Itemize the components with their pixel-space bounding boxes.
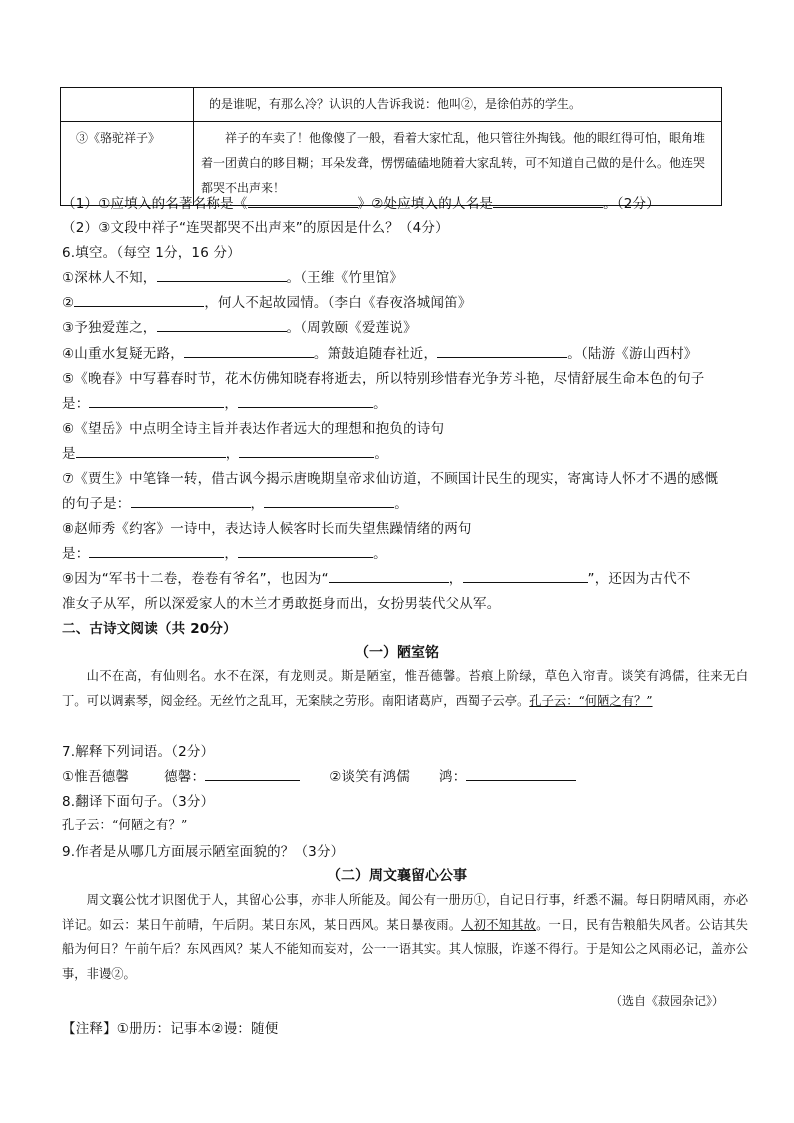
q8-sentence: 孔子云：“何陋之有？” xyxy=(62,818,188,832)
table-row xyxy=(61,88,722,122)
answer-blank[interactable] xyxy=(131,493,251,508)
q6-line9-cont: 准女子从军，所以深爱家人的木兰才勇敢挺身而出，女扮男装代父从军。 xyxy=(62,596,501,612)
answer-blank[interactable] xyxy=(89,543,224,558)
passage-title: （二）周文襄留心公事 xyxy=(327,868,467,884)
annotation-note: 【注释】①册历：记事本②谩：随便 xyxy=(62,1021,279,1037)
answer-blank[interactable] xyxy=(463,568,588,583)
answer-blank[interactable] xyxy=(238,543,373,558)
answer-blank[interactable] xyxy=(239,443,374,458)
q5-part2: （2）③文段中祥子“连哭都哭不出声来”的原因是什么？（4分） xyxy=(62,220,449,236)
answer-blank[interactable] xyxy=(264,493,394,508)
table-cell-empty xyxy=(61,88,194,122)
answer-blank[interactable] xyxy=(493,193,603,208)
table-cell-title: ③《骆驼祥子》 xyxy=(61,122,194,206)
answer-blank[interactable] xyxy=(248,193,358,208)
table-cell: 的是谁呢，有那么冷？认识的人告诉我说：他叫②，是徐伯苏的学生。 xyxy=(194,88,722,122)
q6-line2: ② ，何人不起故园情。（李白《春夜洛城闻笛》 xyxy=(62,291,472,311)
q6-line6: ⑥《望岳》中点明全诗主旨并表达作者远大的理想和抱负的诗句 xyxy=(62,421,445,437)
answer-blank[interactable] xyxy=(76,443,226,458)
section-title: 二、古诗文阅读（共 20分） xyxy=(62,621,237,637)
q6-title: 6.填空。（每空 1分，16 分） xyxy=(62,245,241,261)
q6-line4: ④山重水复疑无路， 。箫鼓追随春社近， 。（陆游《游山西村》 xyxy=(62,342,697,362)
answer-blank[interactable] xyxy=(157,317,287,332)
q6-line5: ⑤《晚春》中写暮春时节，花木仿佛知晓春将逝去，所以特别珍惜春光争芳斗艳，尽情舒展生命本色的句子 xyxy=(62,371,705,387)
q6-line1: ①深林人不知， 。（王维《竹里馆》 xyxy=(62,266,403,286)
answer-blank[interactable] xyxy=(157,267,287,282)
q6-line5-blanks: 是： ， 。 xyxy=(62,392,387,412)
answer-blank[interactable] xyxy=(205,766,300,781)
answer-blank[interactable] xyxy=(184,343,314,358)
q6-line6-blanks: 是 ， 。 xyxy=(62,442,388,462)
answer-blank[interactable] xyxy=(329,568,449,583)
answer-blank[interactable] xyxy=(437,343,567,358)
answer-blank[interactable] xyxy=(238,393,373,408)
q7-title: 7.解释下列词语。（2分） xyxy=(62,744,215,760)
passage-text: 周文襄公忱才识图优于人，其留心公事，亦非人所能及。闻公有一册历①，自记日行事，纤悉不漏。每日阴晴风雨，亦必详记。如云：某日午前晴，午后阴。某日东风，某日西风。某日暴夜雨。人初不知其故。一日，民有告粮船失风者。公诘其失船为何日？午前午后？东风西风？某人不能知而妄对，公一一语其实。其人惊服，诈遂不得行。于是知公之风雨必记，盖亦公事，非谩②。 xyxy=(62,893,748,981)
excerpt-table xyxy=(60,87,722,206)
q9-title: 9.作者是从哪几方面展示陋室面貌的？（3分） xyxy=(62,844,345,860)
q6-line9: ⑨因为“军书十二卷，卷卷有爷名”，也因为“ ， ”，还因为古代不 xyxy=(62,567,691,587)
q5-part1: （1）①应填入的名著名称是《 》②处应填入的人名是 。（2分） xyxy=(62,192,660,212)
answer-blank[interactable] xyxy=(89,393,224,408)
answer-blank[interactable] xyxy=(74,292,204,307)
q8-title: 8.翻译下面句子。（3分） xyxy=(62,794,215,810)
q6-line8-blanks: 是： ， 。 xyxy=(62,542,387,562)
q6-line8: ⑧赵师秀《约客》一诗中，表达诗人候客时长而失望焦躁情绪的两句 xyxy=(62,521,472,537)
table-cell: 祥子的车卖了！他像傻了一般，看着大家忙乱，他只管往外掏钱。他的眼红得可怕，眼角堆着一团黄白的眵目糊；耳朵发聋，愣愣磕磕地随着大家乱转，可不知道自己做的是什么。他连哭都哭不出声来！ xyxy=(194,122,722,206)
q6-line3: ③予独爱莲之， 。（周敦颐《爱莲说》 xyxy=(62,316,417,336)
q7-items: ①惟吾德馨 德馨： ②谈笑有鸿儒 鸿： xyxy=(62,765,576,785)
answer-blank[interactable] xyxy=(466,766,576,781)
passage-text: 山不在高，有仙则名。水不在深，有龙则灵。斯是陋室，惟吾德馨。苔痕上阶绿，草色入帘青。谈笑有鸿儒，往来无白丁。可以调素琴，阅金经。无丝竹之乱耳，无案牍之劳形。南阳诸葛庐，西蜀子云亭。孔子云：“何陋之有？” xyxy=(62,669,748,708)
q6-line7: ⑦《贾生》中笔锋一转，借古讽今揭示唐晚期皇帝求仙访道，不顾国计民生的现实，寄寓诗人怀才不遇的感慨 xyxy=(62,471,719,487)
source-citation: （选自《菽园杂记》） xyxy=(609,994,724,1008)
passage-title: （一）陋室铭 xyxy=(355,645,439,661)
q6-line7-blanks: 的句子是： ， 。 xyxy=(62,492,408,512)
